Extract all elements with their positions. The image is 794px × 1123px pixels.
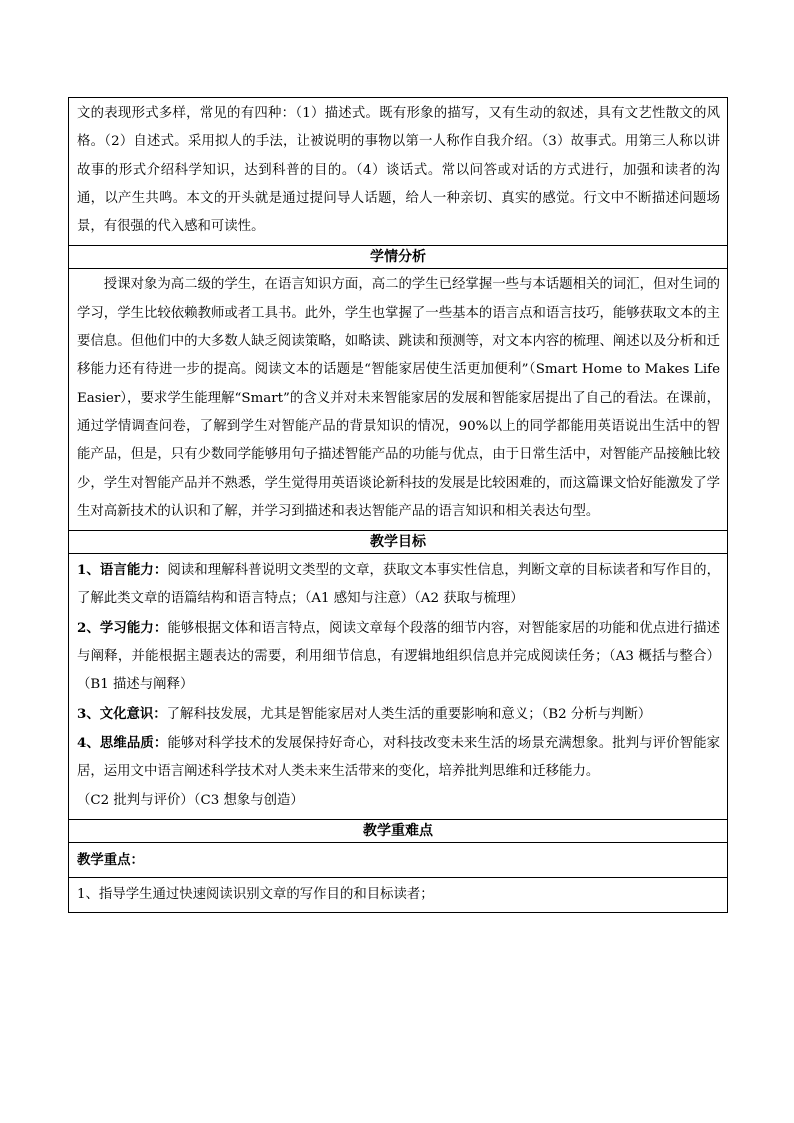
objective-learning <box>77 614 720 700</box>
intro-cell <box>69 98 727 245</box>
objective-text: 能够根据文体和语言特点，阅读文章每个段落的细节内容，对智能家居的功能和优点进行描述与阐释，并能根据主题表达的需要，利用细节信息，有逻辑地组织信息并完成阅读任务；（A3 概括与整合）（B1 描述与阐释） <box>77 620 720 693</box>
objectives-cell <box>69 553 727 819</box>
objective-text: 了解科技发展，尤其是智能家居对人类生活的重要影响和意义；（B2 分析与判断） <box>166 706 652 722</box>
key-points-subtitle-cell <box>69 842 727 877</box>
key-points-heading: 教学重难点 <box>69 819 727 842</box>
learner-analysis-paragraph: 授课对象为高二级的学生，在语言知识方面，高二的学生已经掌握一些与本话题相关的词汇，但对生词的学习，学生比较依赖教师或者工具书。此外，学生也掌握了一些基本的语言点和语言技巧，能够获取文本的主要信息。但他们中的大多数人缺乏阅读策略，如略读、跳读和预测等，对文本内容的梳理、阐述以及分析和迁移能力还有待进一步的提高。阅读文本的话题是“智能家居使生活更加便利”（Smart Home to Makes Life Easier），要求学生能理解“Smart”的含义并对未来智能家居的发展和智能家居提出了自己的看法。在课前，通过学情调查问卷，了解到学生对智能产品的背景知识的情况，90%以上的同学都能用英语说出生活中的智能产品，但是，只有少数同学能够用句子描述智能产品的功能与优点，由于日常生活中，对智能产品接触比较少，学生对智能产品并不熟悉，学生觉得用英语谈论新科技的发展是比较困难的，而这篇课文恰好能激发了学生对高新技术的认识和了解，并学习到描述和表达智能产品的语言知识和相关表达句型。 <box>77 277 720 519</box>
objective-label: 2、学习能力： <box>77 619 168 636</box>
learner-analysis-heading: 学情分析 <box>69 245 727 268</box>
objective-text: 能够对科学技术的发展保持好奇心，对科技改变未来生活的场景充满想象。批判与评价智能家居，运用文中语言阐述科学技术对人类未来生活带来的变化，培养批判思维和迁移能力。 <box>77 735 720 780</box>
objective-language <box>77 556 720 614</box>
objective-culture <box>77 700 720 729</box>
objective-footnote: （C2 批判与评价）（C3 想象与创造） <box>77 792 304 808</box>
key-points-item-cell <box>69 877 727 912</box>
key-points-subtitle: 教学重点： <box>77 851 144 868</box>
objective-label: 3、文化意识： <box>77 705 167 722</box>
key-point-item: 1、指导学生通过快速阅读识别文章的写作目的和目标读者； <box>77 887 434 903</box>
objective-label: 4、思维品质： <box>77 734 168 751</box>
intro-paragraph: 文的表现形式多样，常见的有四种：（1）描述式。既有形象的描写，又有生动的叙述，具有文艺性散文的风格。（2）自述式。采用拟人的手法，让被说明的事物以第一人称作自我介绍。（3）故事式。用第三人称以讲故事的形式介绍科学知识，达到科普的目的。（4）谈话式。常以问答或对话的方式进行，加强和读者的沟通，以产生共鸣。本文的开头就是通过提问导人话题，给人一种亲切、真实的感觉。行文中不断描述问题场景，有很强的代入感和可读性。 <box>77 106 720 235</box>
lesson-plan-table <box>68 97 728 913</box>
objectives-heading: 教学目标 <box>69 530 727 553</box>
objective-text: 阅读和理解科普说明文类型的文章，获取文本事实性信息，判断文章的目标读者和写作目的，了解此类文章的语篇结构和语言特点；（A1 感知与注意）（A2 获取与梳理） <box>77 563 720 607</box>
objective-thinking <box>77 729 720 787</box>
objective-label: 1、语言能力： <box>77 562 168 579</box>
learner-analysis-cell <box>69 268 727 530</box>
